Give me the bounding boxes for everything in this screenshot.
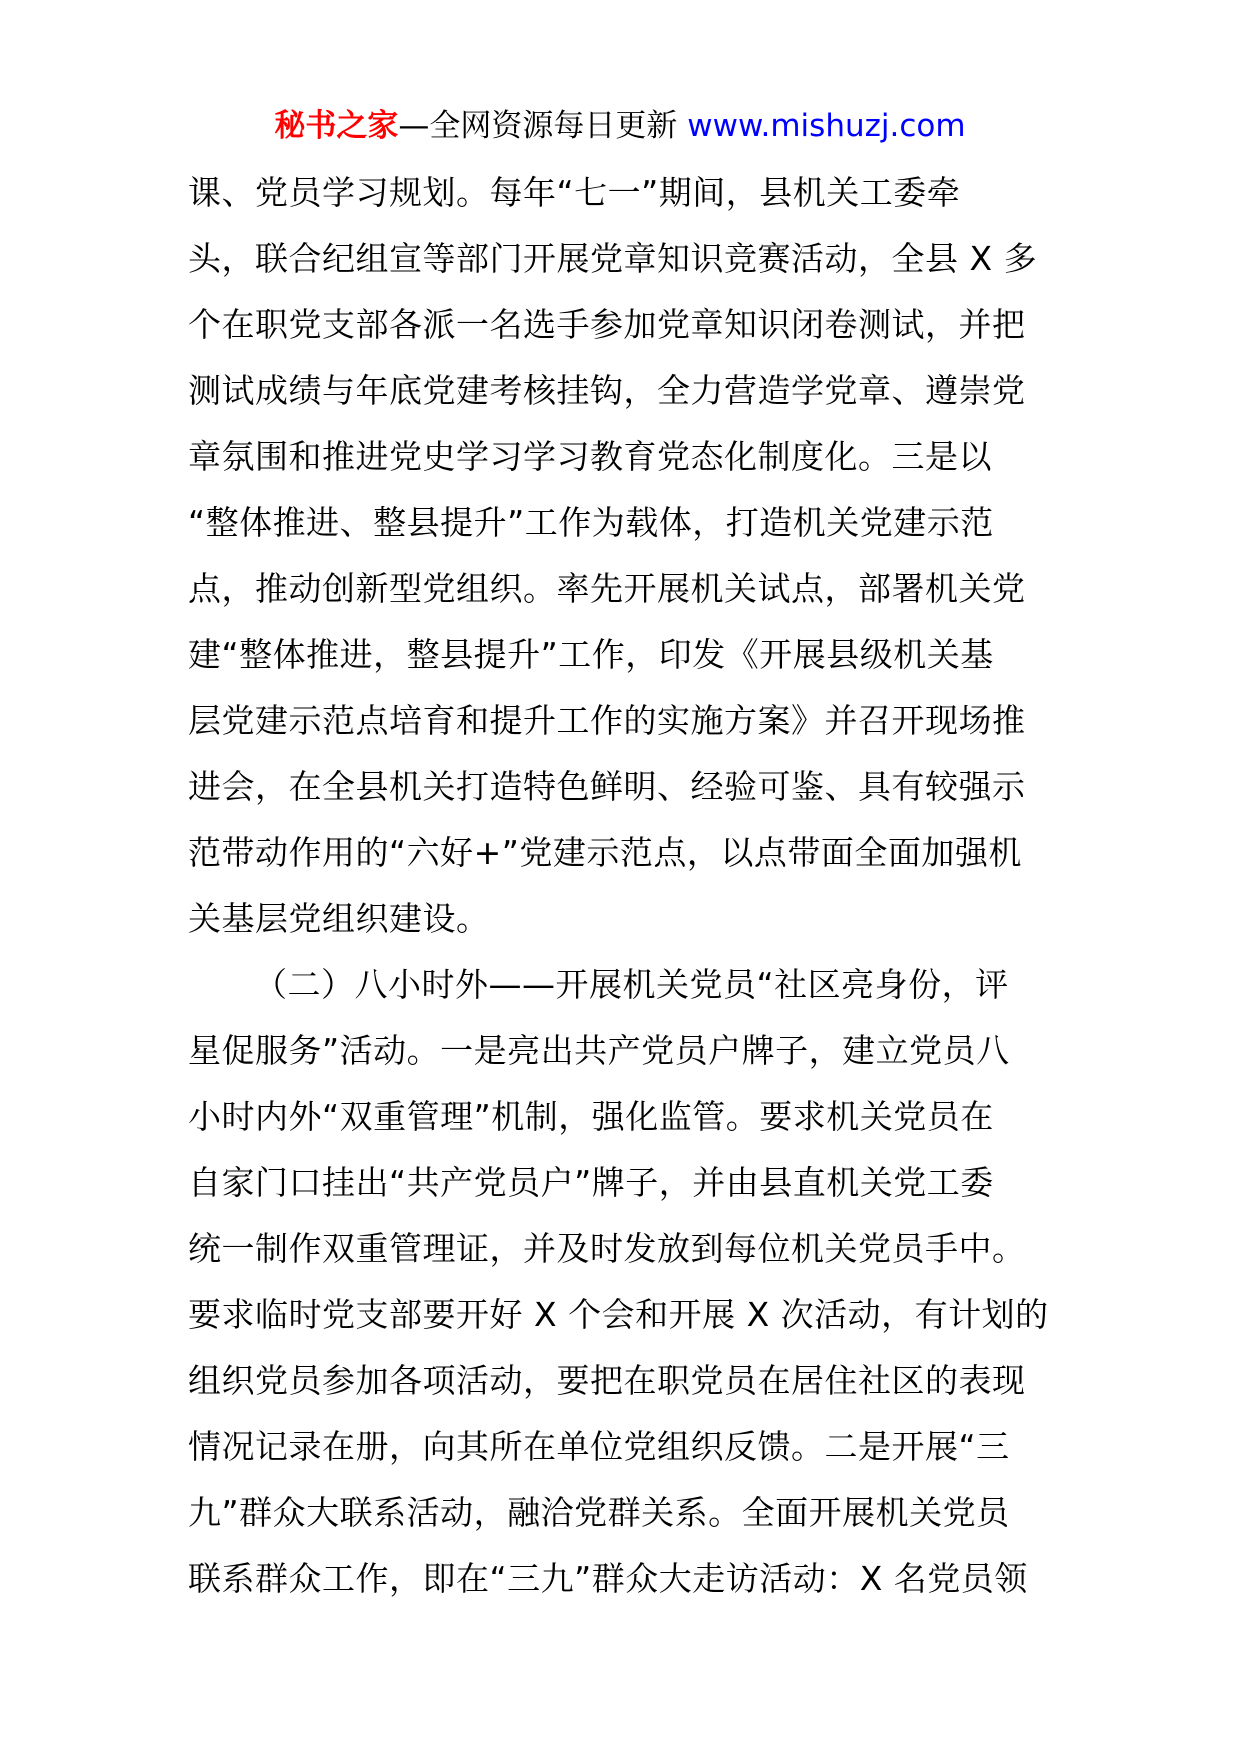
text-line: 小时内外“双重管理”机制，强化监管。要求机关党员在 (188, 1097, 994, 1136)
text-line: 范带动作用的“六好+”党建示范点，以点带面全面加强机 (188, 833, 1022, 872)
document-body (188, 160, 1058, 1612)
text-line: 建“整体推进，整县提升”工作，印发《开展县级机关基 (188, 635, 994, 674)
header-tagline: —全网资源每日更新 (398, 108, 688, 144)
text-line: 关基层党组织建设。 (188, 899, 490, 938)
text-line: 自家门口挂出“共产党员户”牌子，并由县直机关党工委 (188, 1163, 994, 1202)
section-heading-line: （二）八小时外——开展机关党员“社区亮身份，评 (254, 965, 1009, 1004)
text-line: 组织党员参加各项活动，要把在职党员在居住社区的表现 (188, 1361, 1026, 1400)
text-line: 星促服务”活动。一是亮出共产党员户牌子，建立党员八 (188, 1031, 1010, 1070)
page-header (0, 98, 1240, 154)
text-line: 统一制作双重管理证，并及时发放到每位机关党员手中。 (188, 1229, 1026, 1268)
text-line: 头，联合纪组宣等部门开展党章知识竞赛活动，全县 X 多 (188, 239, 1038, 278)
text-line: 点，推动创新型党组织。率先开展机关试点，部署机关党 (188, 569, 1026, 608)
text-line: 章氛围和推进党史学习学习教育党态化制度化。三是以 (188, 437, 992, 476)
text-line: 个在职党支部各派一名选手参加党章知识闭卷测试，并把 (188, 305, 1026, 344)
text-line: 测试成绩与年底党建考核挂钩，全力营造学党章、遵崇党 (188, 371, 1026, 410)
text-line: 课、党员学习规划。每年“七一”期间，县机关工委牵 (188, 173, 961, 212)
text-line: 九”群众大联系活动，融洽党群关系。全面开展机关党员 (188, 1493, 1010, 1532)
site-url-link[interactable]: www.mishuzj.com (687, 108, 966, 144)
text-line: 联系群众工作，即在“三九”群众大走访活动：X 名党员领 (188, 1559, 1028, 1598)
text-line: 情况记录在册，向其所在单位党组织反馈。二是开展“三 (188, 1427, 1010, 1466)
text-line: “整体推进、整县提升”工作为载体，打造机关党建示范 (188, 503, 994, 542)
text-line: 要求临时党支部要开好 X 个会和开展 X 次活动，有计划的 (188, 1295, 1049, 1334)
brand-name: 秘书之家 (274, 108, 399, 144)
text-line: 进会，在全县机关打造特色鲜明、经验可鉴、具有较强示 (188, 767, 1026, 806)
text-line: 层党建示范点培育和提升工作的实施方案》并召开现场推 (188, 701, 1026, 740)
